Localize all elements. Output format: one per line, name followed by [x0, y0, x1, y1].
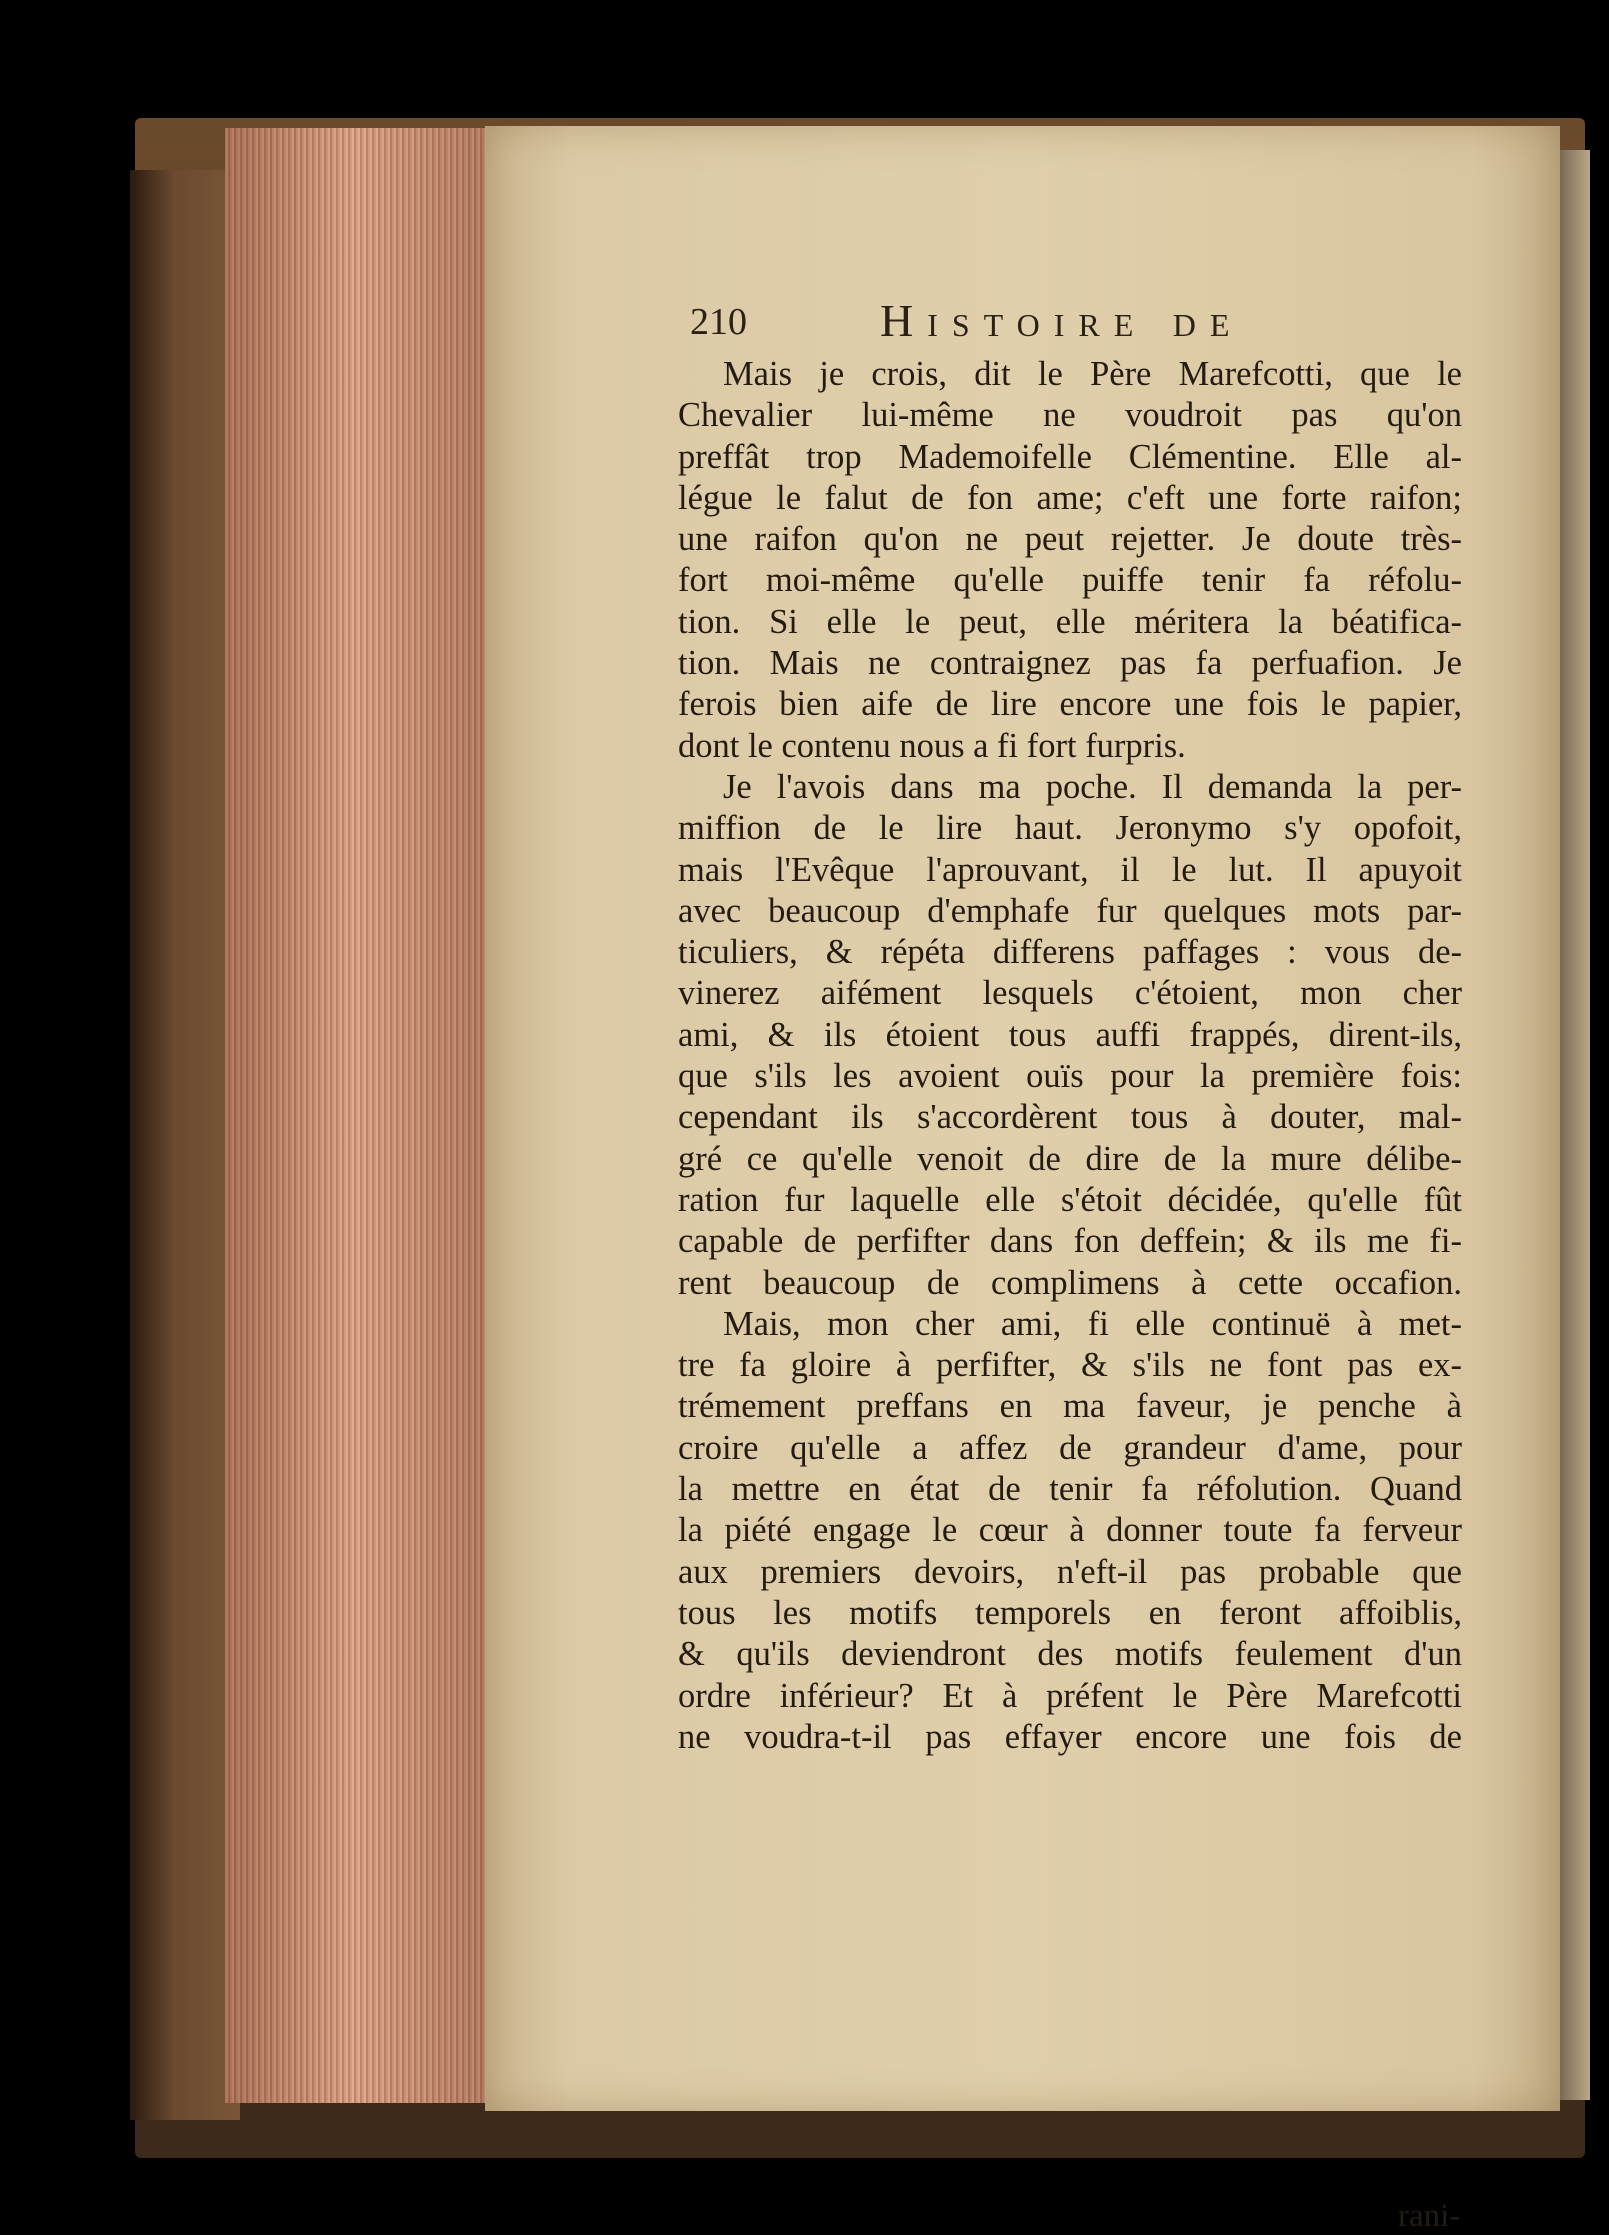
page-edges-shade	[225, 128, 485, 2103]
running-head: Histoire de	[880, 295, 1244, 346]
text-line: gré ce qu'elle venoit de dire de la mure délibe-	[678, 1139, 1462, 1178]
text-line: tous les motifs temporels en feront affoiblis,	[678, 1593, 1462, 1632]
text-line: tion. Mais ne contraignez pas fa perfuafion. Je	[678, 644, 1462, 683]
text-line: tre fa gloire à perfifter, & s'ils ne font pas ex-	[678, 1346, 1462, 1385]
text-line: rent beaucoup de complimens à cette occafion.	[678, 1263, 1462, 1302]
text-line: Mais je crois, dit le Père Marefcotti, que le	[723, 355, 1462, 393]
facing-page-edge	[1560, 150, 1590, 2100]
text-line: ferois bien aife de lire encore une fois le papier,	[678, 685, 1462, 724]
text-line: ne voudra-t-il pas effayer encore une fois de	[678, 1717, 1462, 1756]
text-line: preffât trop Mademoifelle Clémentine. Elle al-	[678, 437, 1462, 476]
page-number: 210	[690, 301, 747, 343]
text-line: & qu'ils deviendront des motifs feulement d'un	[678, 1635, 1462, 1674]
text-line: légue le falut de fon ame; c'eft une forte raifon;	[678, 478, 1462, 517]
text-line: la piété engage le cœur à donner toute fa ferveur	[678, 1511, 1462, 1550]
text-line: avec beaucoup d'emphafe fur quelques mots par-	[678, 891, 1462, 930]
text-line: ami, & ils étoient tous auffi frappés, dirent-ils,	[678, 1015, 1462, 1054]
text-line: aux premiers devoirs, n'eft-il pas probable que	[678, 1552, 1462, 1591]
text-line: fort moi-même qu'elle puiffe tenir fa réfolu-	[678, 561, 1462, 600]
text-line: vinerez aifément lesquels c'étoient, mon cher	[678, 974, 1462, 1013]
text-line: tion. Si elle le peut, elle méritera la béatifica-	[678, 602, 1462, 641]
text-line: dont le contenu nous a fi fort furpris.	[678, 726, 1186, 765]
text-line: que s'ils les avoient ouïs pour la première fois:	[678, 1057, 1462, 1096]
text-line: Chevalier lui-même ne voudroit pas qu'on	[678, 396, 1462, 435]
text-line: trémement preffans en ma faveur, je penche à	[678, 1387, 1462, 1426]
text-line: ticuliers, & répéta differens paffages : vous de-	[678, 933, 1462, 972]
book-spine-edge	[130, 170, 240, 2120]
text-line: la mettre en état de tenir fa réfolution. Quand	[678, 1470, 1462, 1509]
text-line: miffion de le lire haut. Jeronymo s'y opofoit,	[678, 809, 1462, 848]
text-line: une raifon qu'on ne peut rejetter. Je doute très-	[678, 520, 1462, 559]
text-line: Je l'avois dans ma poche. Il demanda la per-	[723, 767, 1462, 806]
text-line: mais l'Evêque l'aprouvant, il le lut. Il apuyoit	[678, 850, 1462, 889]
body-text	[678, 354, 1462, 1758]
catchword: rani-	[1398, 2198, 1461, 2234]
text-line: ordre inférieur? Et à préfent le Père Marefcotti	[678, 1676, 1462, 1715]
text-line: ration fur laquelle elle s'étoit décidée, qu'elle fût	[678, 1180, 1462, 1219]
text-line: croire qu'elle a affez de grandeur d'ame, pour	[678, 1428, 1462, 1467]
text-line: capable de perfifter dans fon deffein; & ils me fi-	[678, 1222, 1462, 1261]
page-header	[690, 295, 1350, 350]
text-line: cependant ils s'accordèrent tous à douter, mal-	[678, 1098, 1462, 1137]
text-line: Mais, mon cher ami, fi elle continuë à met-	[723, 1304, 1462, 1343]
